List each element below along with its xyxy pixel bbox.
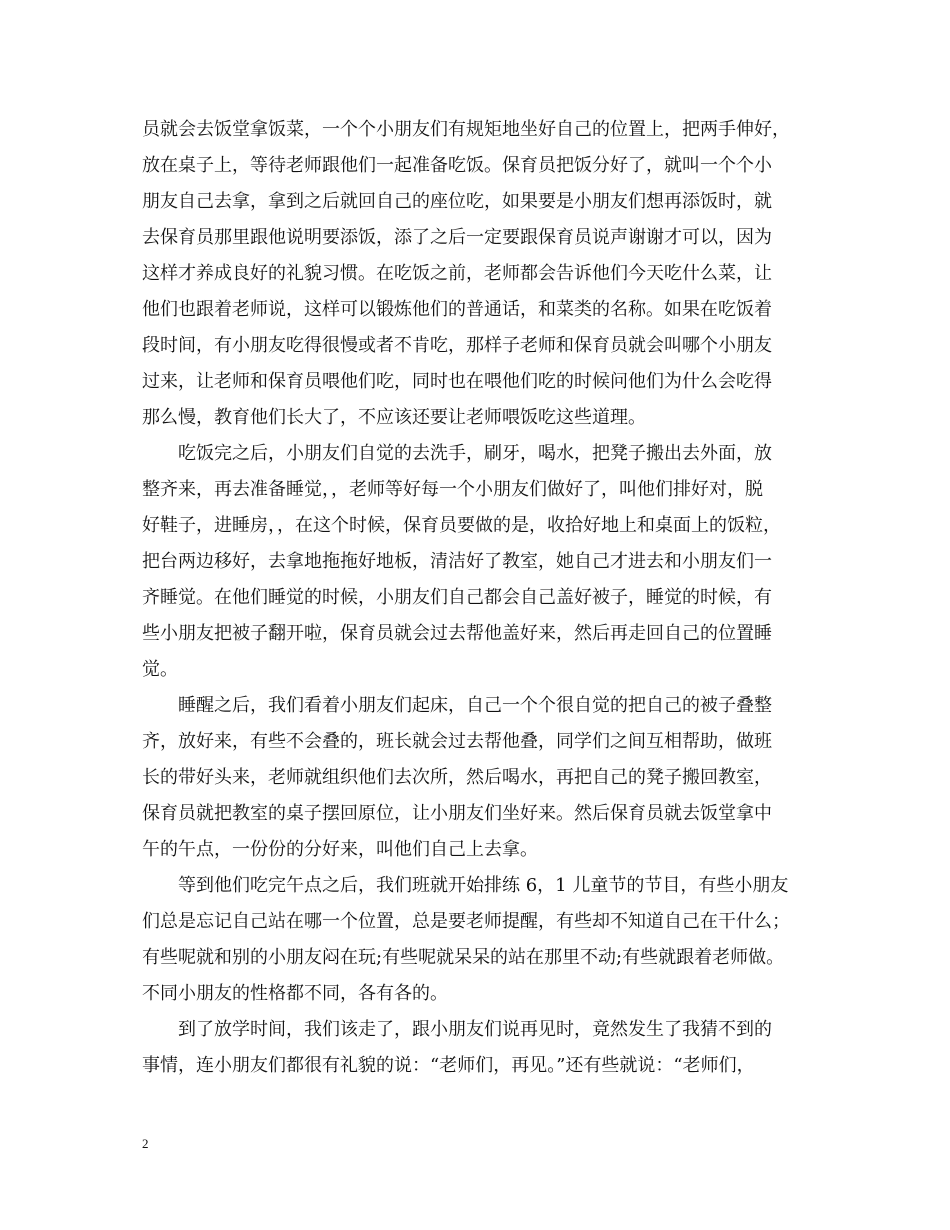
text-line: 整齐来，再去准备睡觉，，老师等好每一个小朋友们做好了，叫他们排好对，脱 — [142, 479, 763, 500]
paragraph — [142, 688, 822, 868]
paragraph — [142, 436, 822, 688]
text-line: 事情，连小朋友们都很有礼貌的说：“老师们，再见。”还有些就说：“老师们， — [142, 1055, 755, 1076]
text-line: 段时间，有小朋友吃得很慢或者不肯吃，那样子老师和保育员就会叫哪个小朋友 — [142, 335, 772, 356]
text-line: 午的午点，一份份的分好来，叫他们自己上去拿。 — [142, 839, 538, 860]
text-line: 朋友自己去拿，拿到之后就回自己的座位吃，如果要是小朋友们想再添饭时，就 — [142, 191, 772, 212]
text-line: 过来，让老师和保育员喂他们吃，同时也在喂他们吃的时候问他们为什么会吃得 — [142, 371, 772, 392]
text-line: 齐睡觉。在他们睡觉的时候，小朋友们自己都会自己盖好被子，睡觉的时候，有 — [142, 587, 772, 608]
text-line: 吃饭完之后，小朋友们自觉的去洗手，刷牙，喝水，把凳子搬出去外面，放 — [178, 443, 772, 464]
text-line: 们总是忘记自己站在哪一个位置，总是要老师提醒，有些却不知道自己在干什么； — [142, 911, 790, 932]
text-line: 齐，放好来，有些不会叠的，班长就会过去帮他叠，同学们之间互相帮助，做班 — [142, 731, 772, 752]
text-line: 把台两边移好，去拿地拖拖好地板，清洁好了教室，她自己才进去和小朋友们一 — [142, 551, 772, 572]
text-line: 有些呢就和别的小朋友闷在玩;有些呢就呆呆的站在那里不动;有些就跟着老师做。 — [142, 947, 785, 968]
text-line: 放在桌子上，等待老师跟他们一起准备吃饭。保育员把饭分好了，就叫一个个小 — [142, 155, 772, 176]
page-number: 2 — [142, 1136, 149, 1151]
text-line: 觉。 — [142, 659, 178, 680]
text-line: 他们也跟着老师说，这样可以锻炼他们的普通话，和菜类的名称。如果在吃饭着 — [142, 299, 772, 320]
body-text — [142, 112, 822, 1084]
text-line: 到了放学时间，我们该走了，跟小朋友们说再见时，竟然发生了我猜不到的 — [178, 1019, 772, 1040]
paragraph — [142, 868, 822, 1012]
text-line: 去保育员那里跟他说明要添饭，添了之后一定要跟保育员说声谢谢才可以，因为 — [142, 227, 772, 248]
text-line: 保育员就把教室的桌子摆回原位，让小朋友们坐好来。然后保育员就去饭堂拿中 — [142, 803, 772, 824]
text-line: 那么慢，教育他们长大了，不应该还要让老师喂饭吃这些道理。 — [142, 407, 646, 428]
text-line: 睡醒之后，我们看着小朋友们起床，自己一个个很自觉的把自己的被子叠整 — [178, 695, 772, 716]
text-line: 这样才养成良好的礼貌习惯。在吃饭之前，老师都会告诉他们今天吃什么菜，让 — [142, 263, 772, 284]
text-line: 好鞋子，进睡房，，在这个时候，保育员要做的是，收拾好地上和桌面上的饭粒， — [142, 515, 781, 536]
paragraph — [142, 112, 822, 436]
text-line: 员就会去饭堂拿饭菜，一个个小朋友们有规矩地坐好自己的位置上，把两手伸好， — [142, 119, 790, 140]
text-line: 等到他们吃完午点之后，我们班就开始排练 6，1 儿童节的节目，有些小朋友 — [178, 875, 789, 896]
text-line: 不同小朋友的性格都不同，各有各的。 — [142, 983, 448, 1004]
paragraph — [142, 1012, 822, 1084]
text-line: 长的带好头来，老师就组织他们去次所，然后喝水，再把自己的凳子搬回教室， — [142, 767, 772, 788]
text-line: 些小朋友把被子翻开啦，保育员就会过去帮他盖好来，然后再走回自己的位置睡 — [142, 623, 772, 644]
